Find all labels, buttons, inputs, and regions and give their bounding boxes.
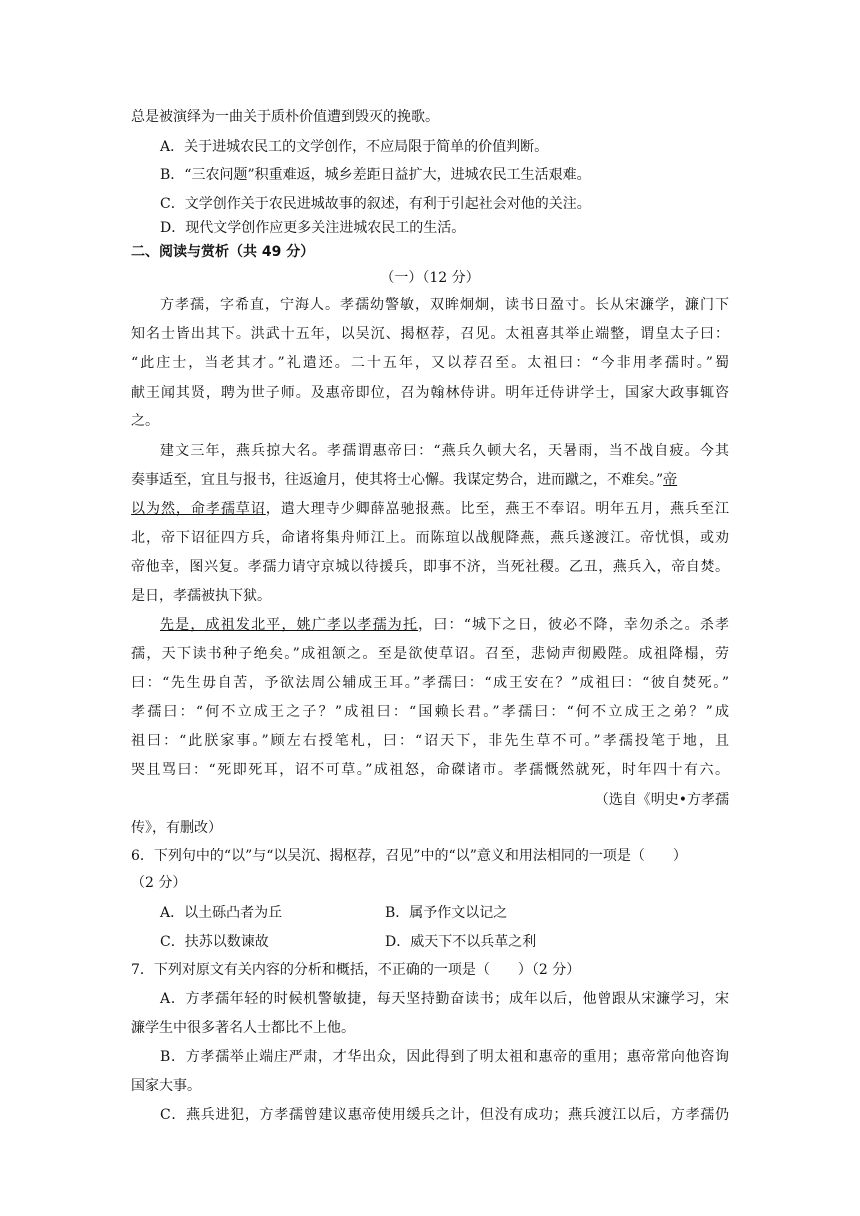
q7-option-b-line-2: 国家大事。 (131, 1078, 201, 1094)
question5-option-b: B．“三农问题”积重难返，城乡差距日益扩大，进城农民工生活艰难。 (160, 167, 591, 183)
passage-p2-line-3-text: ，遣大理寺少卿薛嵓驰报燕。比至，燕王不奉诏。明年五月，燕兵至江 (265, 501, 730, 517)
passage-p1-line-5: 之。 (131, 413, 159, 429)
passage-p3-line-5: 祖曰：“此朕家事。”顾左右授笔札，曰：“诏天下，非先生草不可。”孝孺投笔于地，且 (131, 733, 729, 749)
passage-p3-line-2: 孺，天下读书种子绝矣。”成祖颔之。至是欲使草诏。召至，悲恸声彻殿陛。成祖降榻，劳 (131, 646, 729, 662)
q6-option-d: D．威天下不以兵革之利 (385, 934, 537, 950)
passage-source-2: 传》，有删改） (131, 820, 222, 836)
passage-source-1: （选自《明史•方孝孺 (594, 792, 729, 808)
passage-p2-line-4: 北，帝下诏征四方兵，命诸将集舟师江上。而陈瑄以战舰降燕，燕兵遂渡江。帝忧惧，或劝 (131, 530, 729, 546)
passage-p3-line-1-text: ，曰：“城下之日，彼必不降，幸勿杀之。杀孝 (418, 617, 730, 633)
passage-p1-line-3: “此庄士，当老其才。”礼遣还。二十五年，又以荐召至。太祖曰：“今非用孝孺时。”蜀 (131, 355, 729, 371)
underlined-phrase-1a: 帝 (663, 472, 678, 488)
passage-p3-line-1 (160, 615, 729, 635)
q7-option-a-line-2: 濂学生中很多著名人士都比不上他。 (131, 1020, 355, 1036)
q6-stem: 6．下列句中的“以”与“以吴沉、揭枢荐，召见”中的“以”意义和用法相同的一项是（ ） (131, 848, 687, 864)
passage-p3-line-6: 哭且骂曰：“死即死耳，诏不可草。”成祖怒，命磔诸市。孝孺慨然就死，时年四十有六。 (131, 762, 729, 778)
passage-p2-line-5: 帝他幸，图兴复。孝孺力请守京城以待援兵，即事不济，当死社稷。乙丑，燕兵入，帝自焚。 (131, 559, 729, 575)
passage-p2-line-2 (131, 470, 729, 490)
passage-p1-line-1: 方孝孺，字希直，宁海人。孝孺幼警敏，双眸炯炯，读书日盈寸。长从宋濂学，濂门下 (160, 297, 729, 313)
section-heading: 二、阅读与赏析（共 49 分） (131, 244, 315, 260)
question5-option-c: C．文学创作关于农民进城故事的叙述，有利于引起社会对他的关注。 (160, 196, 591, 212)
passage-p1-line-4: 献王闻其贤，聘为世子师。及惠帝即位，召为翰林侍讲。明年迁侍讲学士，国家大政事辄咨 (131, 385, 729, 401)
passage-p3-line-4: 孝孺曰：“何不立成王之子？”成祖曰：“国赖长君。”孝孺曰：“何不立成王之弟？”成 (131, 704, 729, 720)
passage-p2-line-2-text: 奏事适至，宜且与报书，往返逾月，使其将士心懈。我谋定势合，进而蹴之，不难矣。” (131, 472, 664, 488)
q6-option-a: A．以土砾凸者为丘 (160, 905, 283, 921)
section-sub-heading: （一）（12 分） (380, 270, 480, 286)
question5-tail-line: 总是被演绎为一曲关于质朴价值遭到毁灭的挽歌。 (131, 109, 439, 125)
underlined-phrase-1b: 以为然，命孝孺草诏 (131, 501, 266, 517)
passage-p1-line-2: 知名士皆出其下。洪武十五年，以吴沉、揭枢荐，召见。太祖喜其举止端整，谓皇太子曰： (131, 326, 729, 342)
underlined-phrase-2: 先是，成祖发北平，姚广孝以孝孺为托 (160, 617, 419, 633)
q7-option-a-line-1: A．方孝孺年轻的时候机警敏捷，每天坚持勤奋读书；成年以后，他曾跟从宋濂学习，宋 (160, 991, 729, 1007)
q6-score: （2 分） (131, 875, 187, 891)
q7-option-b-line-1: B．方孝孺举止端庄严肃，才华出众，因此得到了明太祖和惠帝的重用；惠帝常向他咨询 (160, 1049, 729, 1065)
q6-option-b: B．属予作文以记之 (385, 905, 508, 921)
question5-option-a: A．关于进城农民工的文学创作，不应局限于简单的价值判断。 (160, 139, 549, 155)
passage-p2-line-6: 是日，孝孺被执下狱。 (131, 588, 271, 604)
q6-option-c: C．扶苏以数谏故 (160, 934, 269, 950)
question5-option-d: D．现代文学创作应更多关注进城农民工的生活。 (160, 220, 466, 236)
passage-p3-line-3: 曰：“先生毋自苦，予欲法周公辅成王耳。”孝孺曰：“成王安在？”成祖曰：“彼自焚死。” (131, 675, 729, 691)
passage-p2-line-3 (131, 499, 729, 519)
passage-p2-line-1: 建文三年，燕兵掠大名。孝孺谓惠帝曰：“燕兵久顿大名，天暑雨，当不战自疲。今其 (160, 443, 729, 459)
q7-stem: 7．下列对原文有关内容的分析和概括，不正确的一项是（ ）（2 分） (131, 962, 581, 978)
q7-option-c-line-1: C．燕兵进犯，方孝孺曾建议惠帝使用缓兵之计，但没有成功；燕兵渡江以后，方孝孺仍 (160, 1107, 729, 1123)
